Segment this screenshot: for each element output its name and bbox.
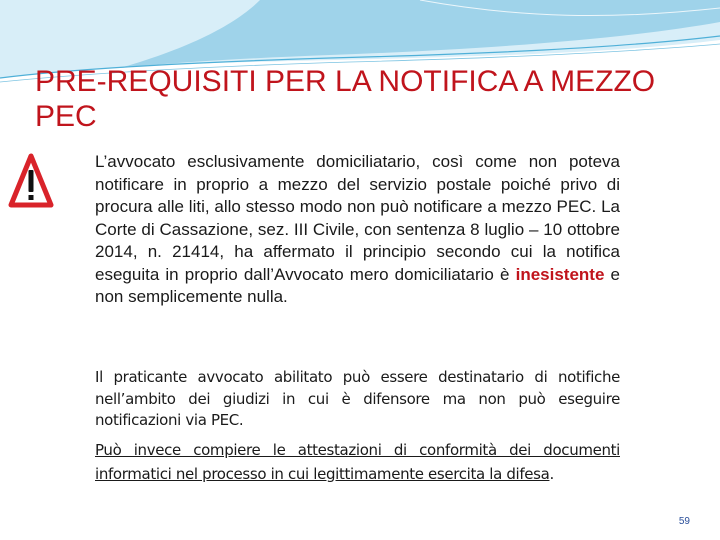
inesistente-highlight: inesistente xyxy=(515,264,605,284)
paragraph-attestazioni xyxy=(95,439,620,486)
paragraph-attestazioni-text: Può invece compiere le attestazioni di conformità dei documenti informatici nel processo in cui legittimamente esercita la difesa xyxy=(95,441,620,483)
page-number: 59 xyxy=(678,516,690,527)
paragraph-domiciliatario xyxy=(95,151,620,309)
paragraph-domiciliatario-end: e non semplicemente nulla. xyxy=(95,264,620,306)
page-title: PRE-REQUISITI PER LA NOTIFICA A MEZZO PEC xyxy=(35,65,656,133)
warning-triangle-icon xyxy=(8,150,54,212)
paragraph-domiciliatario-text: L’avvocato esclusivamente domiciliatario, così come non poteva notificare in proprio a mezzo del servizio postale poiché privo di procura alle liti, allo stesso modo non può notificare a mezzo PEC. La Corte di Cassazione, sez. III Civile, con sentenza 8 luglio – 10 ottobre 2014, n. 21414, ha affermato il principio secondo cui la notifica eseguita in proprio dall’Avvocato mero domiciliatario è xyxy=(95,152,620,284)
paragraph-praticante: Il praticante avvocato abilitato può essere destinatario di notifiche nell’ambito dei giudizi in cui è difensore ma non può eseguire notificazioni via PEC. xyxy=(95,368,620,429)
paragraph-attestazioni-end: . xyxy=(549,464,554,483)
